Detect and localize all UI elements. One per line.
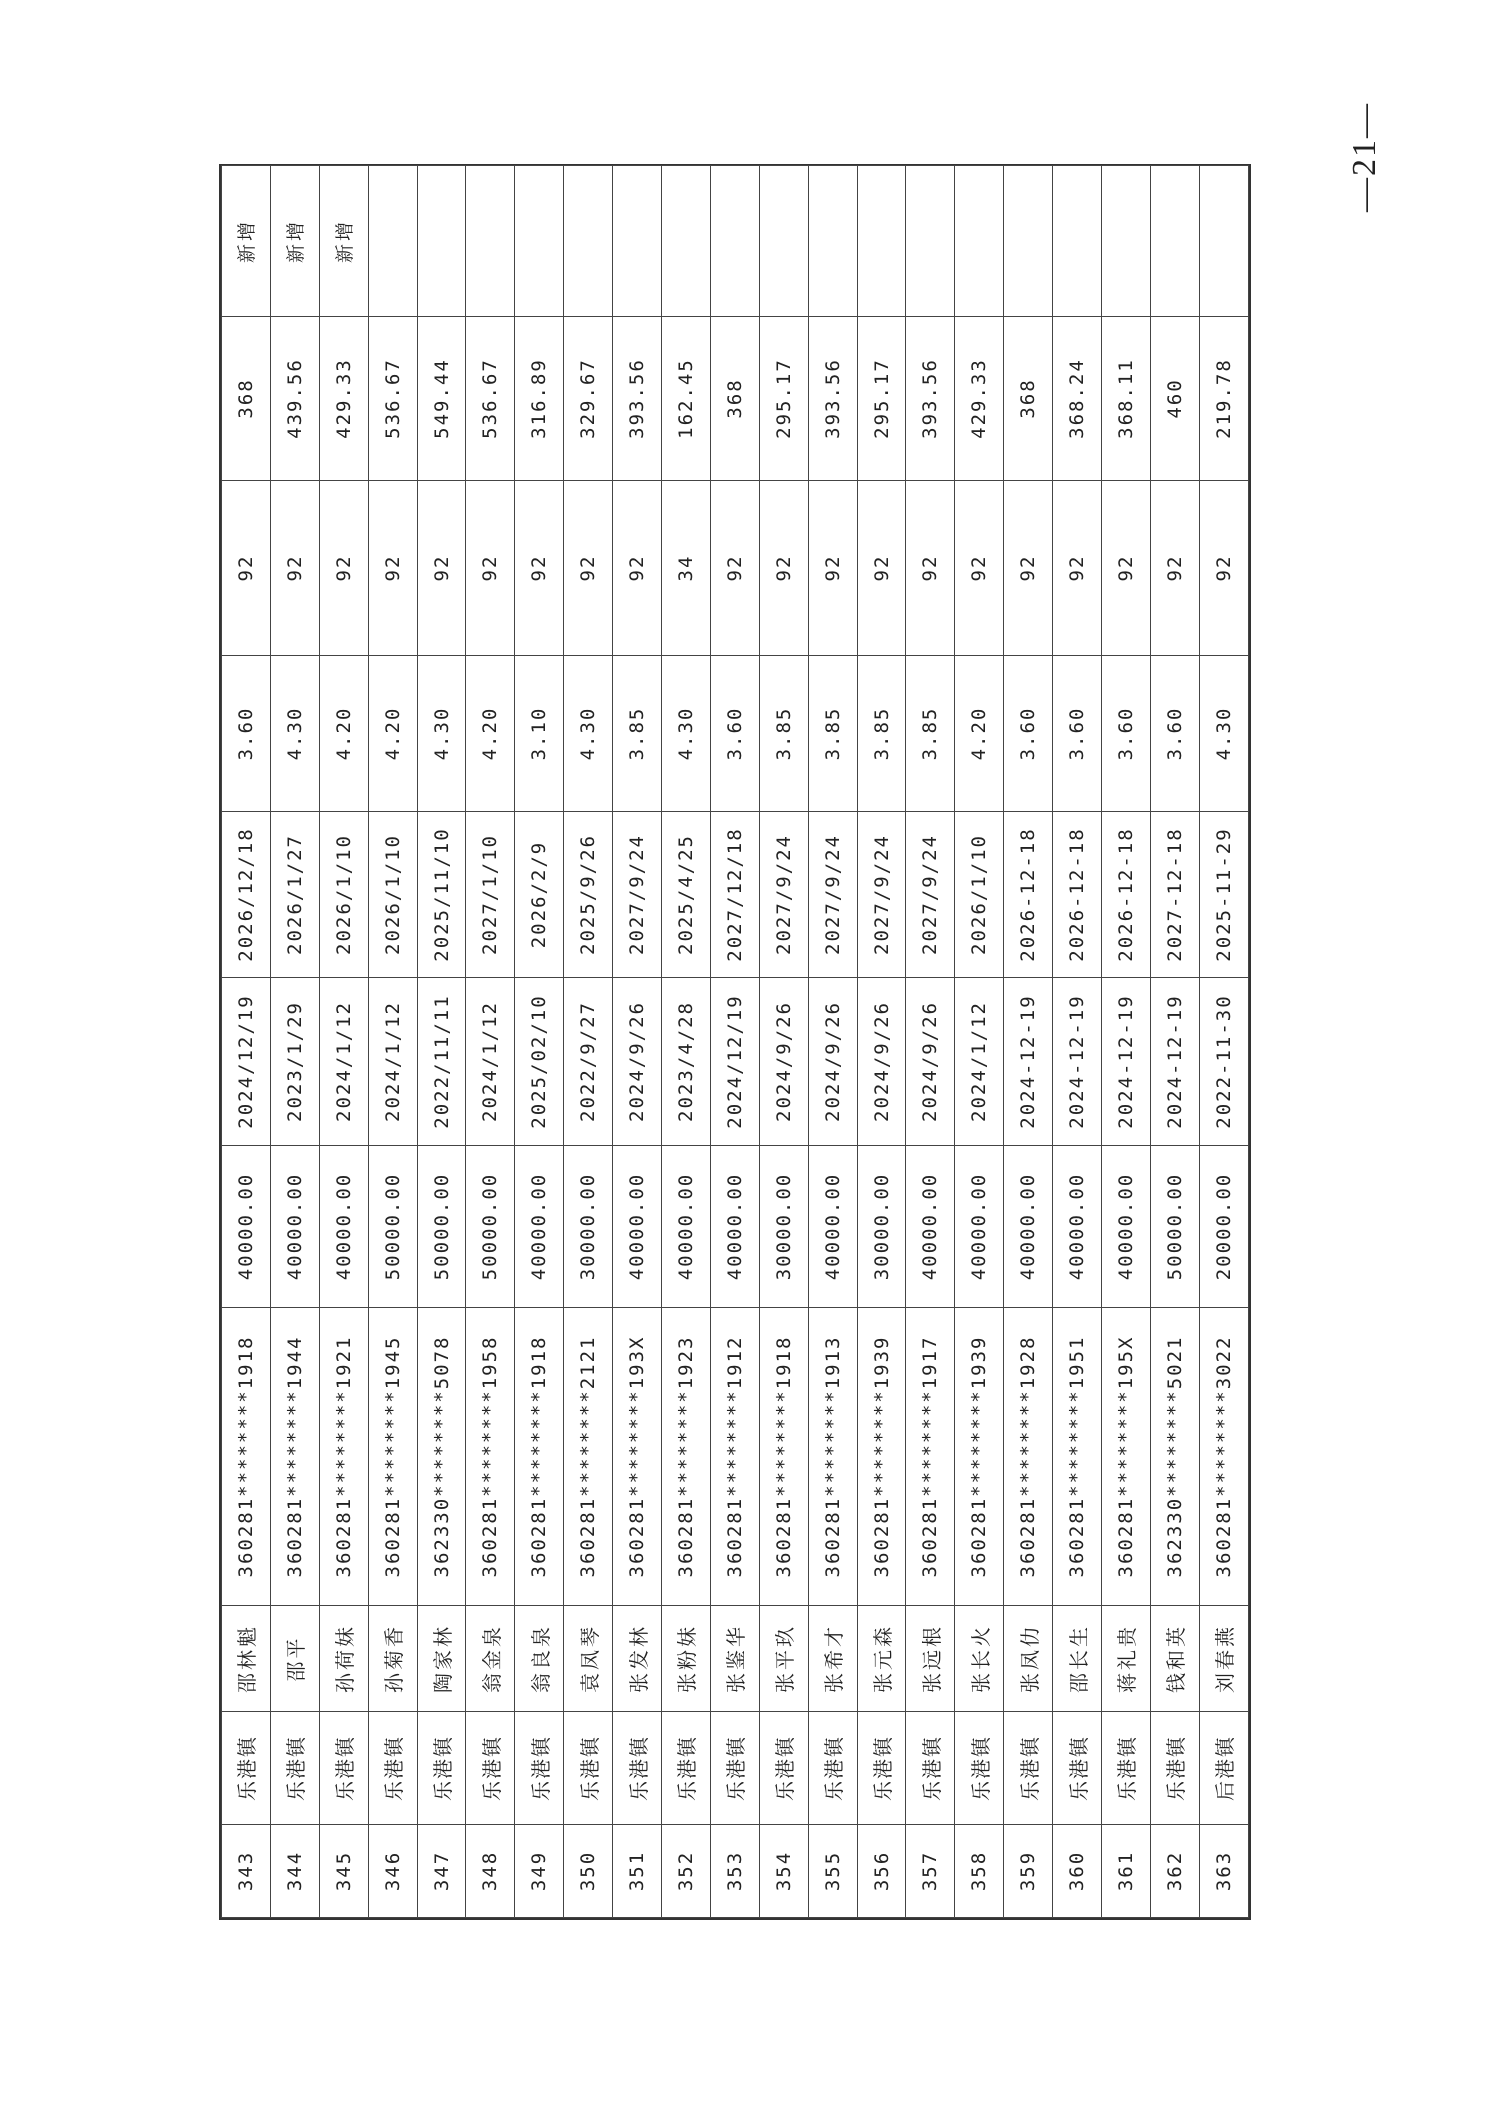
cell-serial: 359 (1004, 1825, 1053, 1918)
loan-subsidy-table-frame (219, 164, 1251, 1920)
cell-remark (906, 166, 955, 317)
cell-subsidy-amount: 439.56 (270, 317, 319, 481)
cell-loan-amount: 40000.00 (906, 1146, 955, 1308)
cell-loan-amount: 40000.00 (955, 1146, 1004, 1308)
cell-id-number: 360281********3022 (1199, 1308, 1248, 1606)
table-row (613, 166, 662, 1918)
cell-id-number: 360281********1939 (857, 1308, 906, 1606)
cell-town: 乐港镇 (662, 1712, 711, 1825)
cell-start-date: 2024/12/19 (710, 978, 759, 1146)
table-row (222, 166, 271, 1918)
cell-start-date: 2024-12-19 (1004, 978, 1053, 1146)
cell-name: 翁良泉 (515, 1606, 564, 1712)
cell-remark (955, 166, 1004, 317)
cell-subsidy-amount: 295.17 (759, 317, 808, 481)
cell-name: 孙菊香 (368, 1606, 417, 1712)
cell-name: 陶家林 (417, 1606, 466, 1712)
cell-town: 乐港镇 (857, 1712, 906, 1825)
cell-interest-rate: 3.60 (222, 656, 271, 812)
cell-id-number: 360281********1913 (808, 1308, 857, 1606)
table-row (808, 166, 857, 1918)
cell-subsidy-ratio: 92 (710, 481, 759, 656)
cell-start-date: 2024/9/26 (759, 978, 808, 1146)
cell-interest-rate: 4.20 (466, 656, 515, 812)
cell-interest-rate: 3.85 (759, 656, 808, 812)
cell-end-date: 2026-12-18 (1004, 812, 1053, 978)
cell-interest-rate: 4.20 (955, 656, 1004, 812)
cell-id-number: 360281********193X (613, 1308, 662, 1606)
cell-subsidy-amount: 368 (1004, 317, 1053, 481)
cell-serial: 351 (613, 1825, 662, 1918)
cell-subsidy-ratio: 92 (1102, 481, 1151, 656)
cell-end-date: 2027/9/24 (808, 812, 857, 978)
cell-town: 乐港镇 (808, 1712, 857, 1825)
cell-loan-amount: 40000.00 (808, 1146, 857, 1308)
cell-remark (1150, 166, 1199, 317)
cell-name: 钱和英 (1150, 1606, 1199, 1712)
table-row (319, 166, 368, 1918)
cell-subsidy-amount: 536.67 (466, 317, 515, 481)
cell-town: 乐港镇 (515, 1712, 564, 1825)
cell-interest-rate: 4.20 (368, 656, 417, 812)
cell-serial: 356 (857, 1825, 906, 1918)
cell-id-number: 360281********1939 (955, 1308, 1004, 1606)
table-row (1053, 166, 1102, 1918)
cell-id-number: 360281********2121 (564, 1308, 613, 1606)
cell-interest-rate: 3.85 (857, 656, 906, 812)
cell-subsidy-ratio: 92 (515, 481, 564, 656)
cell-end-date: 2026/1/10 (955, 812, 1004, 978)
cell-subsidy-amount: 368 (710, 317, 759, 481)
cell-serial: 353 (710, 1825, 759, 1918)
cell-town: 乐港镇 (906, 1712, 955, 1825)
cell-end-date: 2025/9/26 (564, 812, 613, 978)
cell-loan-amount: 40000.00 (319, 1146, 368, 1308)
cell-serial: 362 (1150, 1825, 1199, 1918)
cell-subsidy-ratio: 92 (222, 481, 271, 656)
cell-loan-amount: 40000.00 (710, 1146, 759, 1308)
cell-interest-rate: 4.20 (319, 656, 368, 812)
cell-subsidy-amount: 429.33 (319, 317, 368, 481)
cell-interest-rate: 3.85 (613, 656, 662, 812)
table-row (1004, 166, 1053, 1918)
cell-start-date: 2024/9/26 (857, 978, 906, 1146)
page-number: —21— (1346, 102, 1383, 212)
cell-town: 乐港镇 (955, 1712, 1004, 1825)
cell-name: 张粉妹 (662, 1606, 711, 1712)
cell-loan-amount: 40000.00 (662, 1146, 711, 1308)
cell-town: 乐港镇 (759, 1712, 808, 1825)
cell-town: 乐港镇 (710, 1712, 759, 1825)
table-row (270, 166, 319, 1918)
cell-id-number: 360281********1918 (222, 1308, 271, 1606)
cell-name: 邵平 (270, 1606, 319, 1712)
cell-town: 乐港镇 (1053, 1712, 1102, 1825)
cell-subsidy-ratio: 92 (1004, 481, 1053, 656)
table-row (368, 166, 417, 1918)
cell-end-date: 2027/9/24 (857, 812, 906, 978)
cell-town: 乐港镇 (270, 1712, 319, 1825)
cell-remark (1199, 166, 1248, 317)
cell-town: 后港镇 (1199, 1712, 1248, 1825)
cell-town: 乐港镇 (466, 1712, 515, 1825)
cell-subsidy-ratio: 92 (270, 481, 319, 656)
cell-subsidy-ratio: 92 (1053, 481, 1102, 656)
cell-remark (662, 166, 711, 317)
cell-serial: 358 (955, 1825, 1004, 1918)
cell-id-number: 360281********1923 (662, 1308, 711, 1606)
cell-end-date: 2027/9/24 (613, 812, 662, 978)
cell-serial: 349 (515, 1825, 564, 1918)
cell-id-number: 360281********1918 (515, 1308, 564, 1606)
table-row (515, 166, 564, 1918)
cell-serial: 343 (222, 1825, 271, 1918)
cell-town: 乐港镇 (613, 1712, 662, 1825)
cell-name: 孙荷妹 (319, 1606, 368, 1712)
cell-name: 张凤仂 (1004, 1606, 1053, 1712)
cell-remark (1102, 166, 1151, 317)
cell-id-number: 362330********5021 (1150, 1308, 1199, 1606)
cell-subsidy-amount: 316.89 (515, 317, 564, 481)
cell-remark (613, 166, 662, 317)
cell-loan-amount: 40000.00 (222, 1146, 271, 1308)
cell-subsidy-ratio: 92 (1150, 481, 1199, 656)
cell-id-number: 360281********1918 (759, 1308, 808, 1606)
cell-remark (710, 166, 759, 317)
cell-loan-amount: 30000.00 (759, 1146, 808, 1308)
cell-interest-rate: 4.30 (1199, 656, 1248, 812)
cell-subsidy-amount: 429.33 (955, 317, 1004, 481)
cell-start-date: 2024/1/12 (955, 978, 1004, 1146)
cell-start-date: 2024/1/12 (319, 978, 368, 1146)
cell-subsidy-amount: 393.56 (808, 317, 857, 481)
table-row (417, 166, 466, 1918)
cell-remark (515, 166, 564, 317)
cell-start-date: 2024-12-19 (1102, 978, 1151, 1146)
cell-id-number: 360281********1928 (1004, 1308, 1053, 1606)
cell-remark: 新增 (319, 166, 368, 317)
cell-end-date: 2026-12-18 (1102, 812, 1151, 978)
cell-serial: 360 (1053, 1825, 1102, 1918)
table-row (1150, 166, 1199, 1918)
cell-end-date: 2027/12/18 (710, 812, 759, 978)
cell-subsidy-amount: 368.24 (1053, 317, 1102, 481)
cell-start-date: 2024/1/12 (368, 978, 417, 1146)
cell-loan-amount: 30000.00 (857, 1146, 906, 1308)
cell-id-number: 360281********1944 (270, 1308, 319, 1606)
cell-interest-rate: 4.30 (662, 656, 711, 812)
cell-remark (466, 166, 515, 317)
table-body (222, 166, 1249, 1918)
cell-name: 张元森 (857, 1606, 906, 1712)
cell-subsidy-ratio: 34 (662, 481, 711, 656)
cell-id-number: 360281********1951 (1053, 1308, 1102, 1606)
cell-remark (1004, 166, 1053, 317)
cell-loan-amount: 50000.00 (417, 1146, 466, 1308)
cell-loan-amount: 40000.00 (1102, 1146, 1151, 1308)
cell-remark (564, 166, 613, 317)
cell-subsidy-amount: 460 (1150, 317, 1199, 481)
cell-subsidy-ratio: 92 (955, 481, 1004, 656)
cell-name: 邵长生 (1053, 1606, 1102, 1712)
cell-serial: 348 (466, 1825, 515, 1918)
cell-subsidy-amount: 368 (222, 317, 271, 481)
cell-remark (759, 166, 808, 317)
cell-name: 张平玖 (759, 1606, 808, 1712)
cell-name: 张鉴华 (710, 1606, 759, 1712)
cell-start-date: 2025/02/10 (515, 978, 564, 1146)
cell-end-date: 2027/1/10 (466, 812, 515, 978)
cell-loan-amount: 40000.00 (515, 1146, 564, 1308)
table-row (710, 166, 759, 1918)
cell-start-date: 2024/9/26 (808, 978, 857, 1146)
cell-serial: 357 (906, 1825, 955, 1918)
cell-subsidy-amount: 393.56 (613, 317, 662, 481)
cell-id-number: 360281********1945 (368, 1308, 417, 1606)
cell-loan-amount: 50000.00 (1150, 1146, 1199, 1308)
cell-start-date: 2024-12-19 (1053, 978, 1102, 1146)
cell-interest-rate: 3.85 (906, 656, 955, 812)
cell-town: 乐港镇 (1102, 1712, 1151, 1825)
cell-end-date: 2026/1/27 (270, 812, 319, 978)
cell-town: 乐港镇 (368, 1712, 417, 1825)
table-row (466, 166, 515, 1918)
cell-end-date: 2025/11/10 (417, 812, 466, 978)
cell-serial: 350 (564, 1825, 613, 1918)
cell-start-date: 2022/9/27 (564, 978, 613, 1146)
cell-name: 邵林魁 (222, 1606, 271, 1712)
cell-remark: 新增 (222, 166, 271, 317)
loan-subsidy-table (221, 165, 1249, 1918)
cell-subsidy-ratio: 92 (1199, 481, 1248, 656)
rotated-table-container (221, 166, 1249, 1918)
cell-end-date: 2026/2/9 (515, 812, 564, 978)
cell-end-date: 2025-11-29 (1199, 812, 1248, 978)
cell-remark: 新增 (270, 166, 319, 317)
cell-remark (1053, 166, 1102, 317)
cell-remark (808, 166, 857, 317)
cell-subsidy-amount: 162.45 (662, 317, 711, 481)
cell-id-number: 360281********1912 (710, 1308, 759, 1606)
cell-name: 蒋礼贵 (1102, 1606, 1151, 1712)
cell-end-date: 2027-12-18 (1150, 812, 1199, 978)
cell-remark (368, 166, 417, 317)
cell-serial: 344 (270, 1825, 319, 1918)
cell-end-date: 2026/1/10 (319, 812, 368, 978)
cell-subsidy-ratio: 92 (368, 481, 417, 656)
cell-serial: 347 (417, 1825, 466, 1918)
cell-name: 张远根 (906, 1606, 955, 1712)
cell-subsidy-amount: 549.44 (417, 317, 466, 481)
cell-serial: 352 (662, 1825, 711, 1918)
cell-subsidy-ratio: 92 (417, 481, 466, 656)
cell-loan-amount: 40000.00 (1004, 1146, 1053, 1308)
cell-end-date: 2025/4/25 (662, 812, 711, 978)
cell-subsidy-amount: 368.11 (1102, 317, 1151, 481)
table-row (955, 166, 1004, 1918)
cell-interest-rate: 3.60 (1150, 656, 1199, 812)
cell-interest-rate: 3.85 (808, 656, 857, 812)
cell-loan-amount: 20000.00 (1199, 1146, 1248, 1308)
cell-id-number: 360281********1917 (906, 1308, 955, 1606)
cell-interest-rate: 3.60 (1004, 656, 1053, 812)
cell-start-date: 2024-12-19 (1150, 978, 1199, 1146)
cell-interest-rate: 4.30 (270, 656, 319, 812)
cell-name: 刘春燕 (1199, 1606, 1248, 1712)
table-row (1102, 166, 1151, 1918)
cell-end-date: 2027/9/24 (906, 812, 955, 978)
cell-loan-amount: 30000.00 (564, 1146, 613, 1308)
cell-start-date: 2023/4/28 (662, 978, 711, 1146)
cell-remark (417, 166, 466, 317)
cell-name: 翁金泉 (466, 1606, 515, 1712)
cell-subsidy-amount: 329.67 (564, 317, 613, 481)
cell-start-date: 2022/11/11 (417, 978, 466, 1146)
cell-subsidy-ratio: 92 (319, 481, 368, 656)
table-row (564, 166, 613, 1918)
cell-id-number: 362330********5078 (417, 1308, 466, 1606)
cell-start-date: 2024/9/26 (613, 978, 662, 1146)
cell-subsidy-amount: 393.56 (906, 317, 955, 481)
cell-name: 张发林 (613, 1606, 662, 1712)
cell-serial: 363 (1199, 1825, 1248, 1918)
cell-interest-rate: 3.60 (710, 656, 759, 812)
cell-town: 乐港镇 (564, 1712, 613, 1825)
cell-remark (857, 166, 906, 317)
cell-start-date: 2024/1/12 (466, 978, 515, 1146)
cell-interest-rate: 3.10 (515, 656, 564, 812)
cell-end-date: 2026/12/18 (222, 812, 271, 978)
cell-subsidy-amount: 536.67 (368, 317, 417, 481)
cell-name: 袁凤琴 (564, 1606, 613, 1712)
cell-subsidy-amount: 295.17 (857, 317, 906, 481)
cell-serial: 345 (319, 1825, 368, 1918)
cell-interest-rate: 3.60 (1053, 656, 1102, 812)
table-row (759, 166, 808, 1918)
cell-loan-amount: 40000.00 (1053, 1146, 1102, 1308)
cell-town: 乐港镇 (417, 1712, 466, 1825)
cell-serial: 355 (808, 1825, 857, 1918)
cell-subsidy-ratio: 92 (564, 481, 613, 656)
cell-loan-amount: 40000.00 (613, 1146, 662, 1308)
cell-loan-amount: 50000.00 (368, 1146, 417, 1308)
cell-serial: 361 (1102, 1825, 1151, 1918)
cell-serial: 346 (368, 1825, 417, 1918)
cell-end-date: 2026/1/10 (368, 812, 417, 978)
cell-subsidy-ratio: 92 (759, 481, 808, 656)
cell-town: 乐港镇 (319, 1712, 368, 1825)
cell-town: 乐港镇 (222, 1712, 271, 1825)
cell-interest-rate: 3.60 (1102, 656, 1151, 812)
cell-id-number: 360281********195X (1102, 1308, 1151, 1606)
cell-town: 乐港镇 (1150, 1712, 1199, 1825)
table-row (662, 166, 711, 1918)
cell-start-date: 2023/1/29 (270, 978, 319, 1146)
cell-loan-amount: 50000.00 (466, 1146, 515, 1308)
cell-subsidy-amount: 219.78 (1199, 317, 1248, 481)
cell-subsidy-ratio: 92 (466, 481, 515, 656)
table-row (857, 166, 906, 1918)
cell-subsidy-ratio: 92 (808, 481, 857, 656)
cell-subsidy-ratio: 92 (906, 481, 955, 656)
cell-start-date: 2022-11-30 (1199, 978, 1248, 1146)
cell-end-date: 2027/9/24 (759, 812, 808, 978)
cell-end-date: 2026-12-18 (1053, 812, 1102, 978)
cell-loan-amount: 40000.00 (270, 1146, 319, 1308)
table-row (906, 166, 955, 1918)
table-row (1199, 166, 1248, 1918)
cell-name: 张长火 (955, 1606, 1004, 1712)
cell-subsidy-ratio: 92 (613, 481, 662, 656)
cell-serial: 354 (759, 1825, 808, 1918)
cell-start-date: 2024/12/19 (222, 978, 271, 1146)
cell-interest-rate: 4.30 (564, 656, 613, 812)
cell-id-number: 360281********1958 (466, 1308, 515, 1606)
cell-name: 张希才 (808, 1606, 857, 1712)
cell-town: 乐港镇 (1004, 1712, 1053, 1825)
cell-subsidy-ratio: 92 (857, 481, 906, 656)
cell-id-number: 360281********1921 (319, 1308, 368, 1606)
cell-interest-rate: 4.30 (417, 656, 466, 812)
cell-start-date: 2024/9/26 (906, 978, 955, 1146)
